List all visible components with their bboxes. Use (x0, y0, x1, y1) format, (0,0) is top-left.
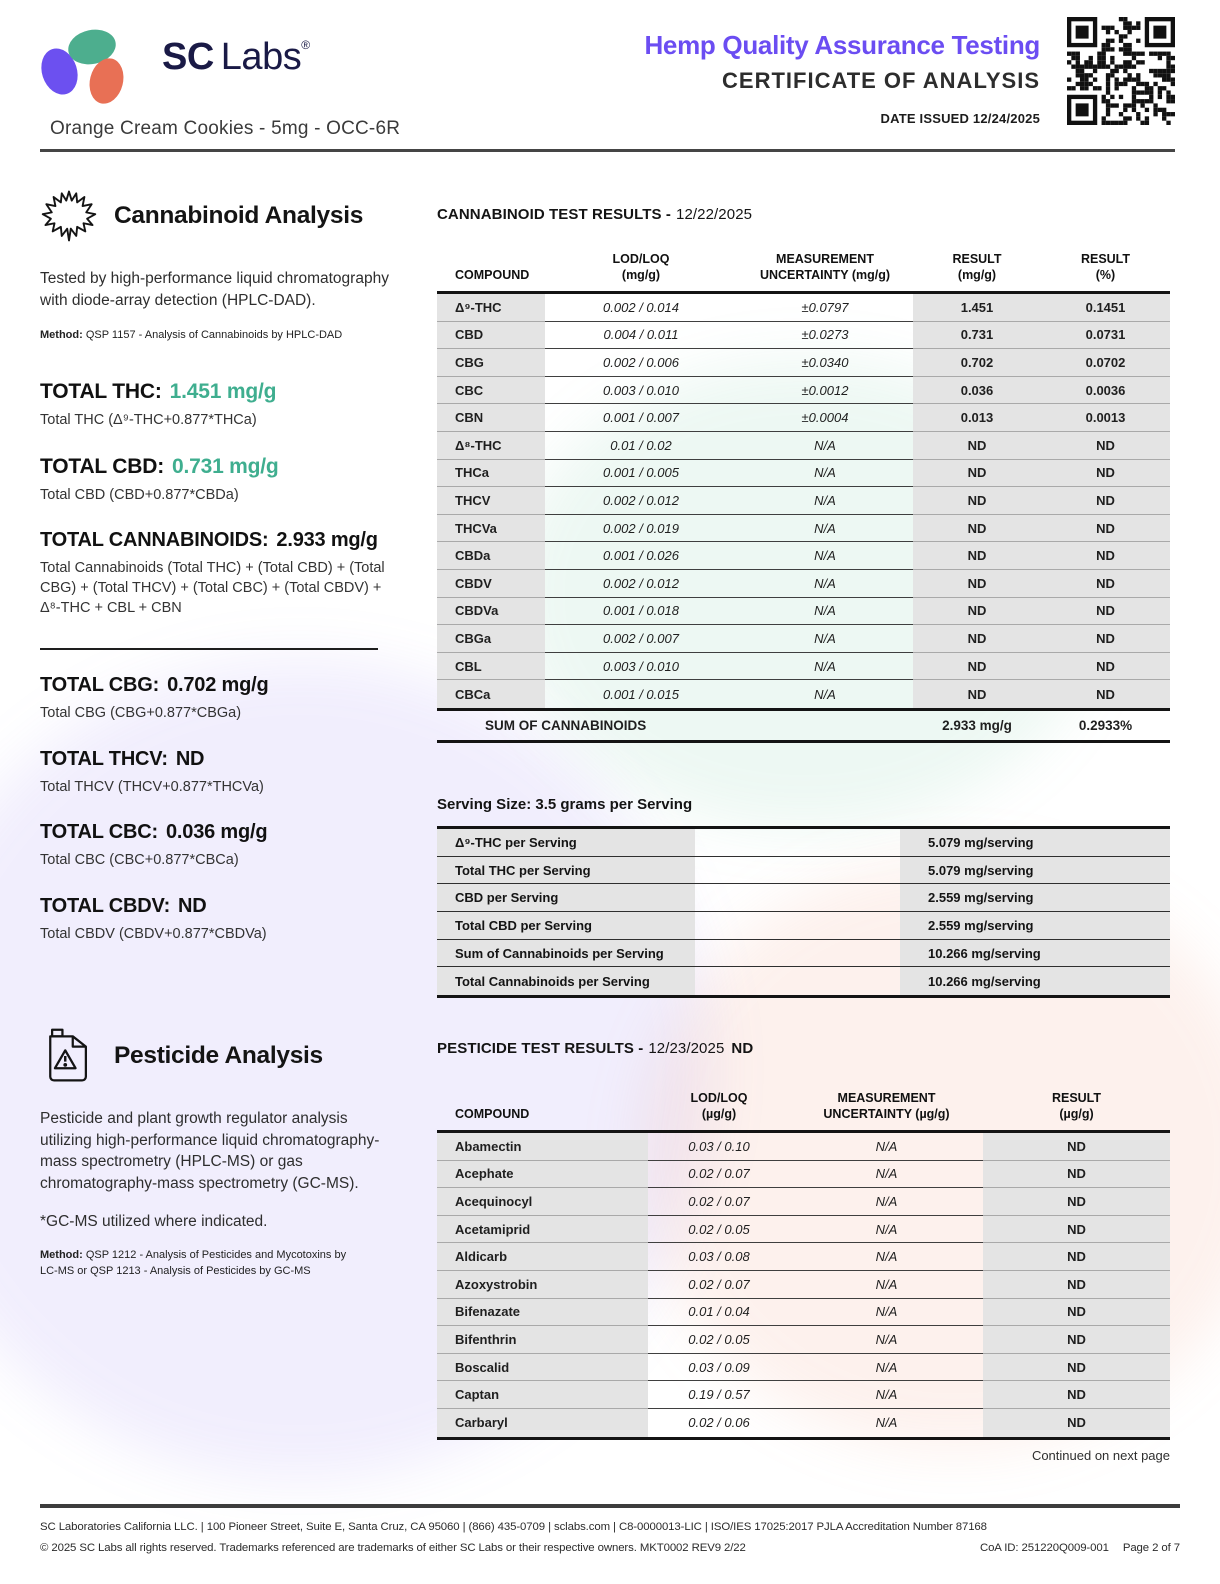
result-mg-cell: 0.013 (913, 404, 1041, 432)
cannabinoid-table-header (437, 235, 1170, 294)
uncertainty-cell: N/A (790, 1243, 983, 1271)
table-row (437, 1271, 1170, 1299)
brand-wordmark (162, 36, 310, 79)
total-cannabinoids-block (40, 529, 422, 618)
table-row (437, 1243, 1170, 1271)
result-cell: ND (983, 1354, 1170, 1382)
table-row (437, 570, 1170, 598)
result-pct-cell: 0.0036 (1041, 377, 1170, 405)
uncertainty-cell: N/A (814, 686, 836, 702)
total-thc-formula: Total THC (Δ⁹-THC+0.877*THCa) (40, 412, 257, 429)
serving-size-block (437, 796, 1170, 998)
header-compound: COMPOUND (455, 1106, 530, 1121)
pesticide-table-body (437, 1133, 1170, 1440)
lod-loq-cell: 0.001 / 0.015 (603, 686, 679, 702)
uncertainty-cell: ±0.0012 (737, 377, 913, 405)
serving-label-cell: Sum of Cannabinoids per Serving (437, 940, 695, 967)
lod-loq-cell: 0.02 / 0.07 (648, 1271, 790, 1299)
total-cbd-value: 0.731 mg/g (172, 454, 279, 478)
lod-loq-cell: 0.002 / 0.012 (545, 487, 737, 515)
table-row (437, 294, 1170, 322)
brand-sc: SC (162, 36, 214, 78)
uncertainty-cell: N/A (790, 1216, 983, 1244)
table-row (437, 598, 1170, 626)
serving-value-cell: 2.559 mg/serving (900, 912, 1170, 939)
serving-gap-cell (695, 857, 900, 884)
result-mg-cell: 0.731 (913, 322, 1041, 350)
uncertainty-cell: N/A (737, 653, 913, 681)
total-thc-label: TOTAL THC: (40, 380, 162, 404)
table-row (437, 884, 1170, 912)
sum-of-cannabinoids-row (437, 711, 1170, 743)
table-row (437, 653, 1170, 681)
table-row (437, 542, 1170, 570)
lod-loq-cell: 0.03 / 0.08 (648, 1243, 790, 1271)
result-pct-cell: ND (1041, 460, 1170, 488)
sclabs-logo (40, 26, 152, 104)
result-mg-cell: ND (913, 680, 1041, 708)
method-text: QSP 1212 - Analysis of Pesticides and Mycotoxins by LC-MS or QSP 1213 - Analysis of Pesticides by GC-MS (40, 1248, 347, 1277)
result-pct-cell: ND (1041, 542, 1170, 570)
method-label: Method: (40, 329, 83, 342)
header-divider (40, 149, 1175, 152)
compound-cell: CBDVa (437, 598, 545, 626)
serving-gap-cell (695, 967, 900, 995)
pesticide-table-header (437, 1069, 1170, 1133)
result-mg-cell: ND (913, 487, 1041, 515)
total-cannabinoids-formula: Total Cannabinoids (Total THC) + (Total CBD) + (Total CBG) + (Total THCV) + (Total CBC) + (Total CBDV) + Δ⁸-THC + CBL + CBN (40, 560, 385, 616)
serving-size-title: Serving Size: 3.5 grams per Serving (437, 796, 693, 813)
result-mg-cell: ND (913, 570, 1041, 598)
uncertainty-cell: ±0.0340 (737, 349, 913, 377)
qr-code-svg (1067, 17, 1175, 125)
total-cbd-block (40, 455, 422, 506)
result-pct-cell: 0.0013 (1041, 404, 1170, 432)
product-name: Orange Cream Cookies - 5mg - OCC-6R (50, 118, 401, 139)
total-thcv-formula: Total THCV (THCV+0.877*THCVa) (40, 778, 264, 795)
uncertainty-cell: N/A (790, 1354, 983, 1382)
table-row (437, 515, 1170, 543)
header-uncertainty: MEASUREMENT UNCERTAINTY (mg/g) (759, 251, 891, 282)
document-title: Hemp Quality Assurance Testing (644, 30, 1040, 60)
compound-cell: CBDa (437, 542, 545, 570)
result-pct-cell: 0.0702 (1041, 349, 1170, 377)
footer-divider (40, 1504, 1180, 1508)
lod-loq-cell: 0.003 / 0.010 (545, 377, 737, 405)
table-row (437, 1326, 1170, 1354)
sum-label: SUM OF CANNABINOIDS (485, 717, 647, 733)
total-cbc-value: 0.036 mg/g (166, 821, 268, 844)
cannabinoid-results-block (437, 206, 1170, 743)
lod-loq-cell: 0.002 / 0.012 (545, 570, 737, 598)
compound-cell: THCVa (437, 515, 545, 543)
compound-cell: Acetamiprid (437, 1216, 648, 1244)
result-pct-cell: 0.1451 (1041, 294, 1170, 322)
compound-cell: THCV (437, 487, 545, 515)
table-row (437, 1409, 1170, 1437)
compound-cell: Acephate (437, 1161, 648, 1189)
lod-loq-cell: 0.02 / 0.07 (648, 1188, 790, 1216)
total-cbdv-label: TOTAL CBDV: (40, 894, 171, 917)
result-pct-cell: ND (1041, 515, 1170, 543)
continued-note: Continued on next page (1031, 1448, 1170, 1463)
result-mg-cell: ND (913, 432, 1041, 460)
result-cell: ND (983, 1381, 1170, 1409)
result-pct-cell: ND (1041, 653, 1170, 681)
uncertainty-cell: ±0.0273 (737, 322, 913, 350)
uncertainty-cell: N/A (875, 1415, 898, 1431)
total-cbdv-value: ND (178, 894, 207, 917)
result-pct-cell: ND (1041, 487, 1170, 515)
result-cell: ND (983, 1299, 1170, 1327)
result-cell: ND (983, 1161, 1170, 1189)
result-cell: ND (983, 1133, 1170, 1161)
uncertainty-cell: N/A (737, 598, 913, 626)
serving-label-cell: Δ⁹-THC per Serving (437, 829, 695, 856)
total-thcv-block (40, 748, 422, 798)
header-result-pct: RESULT (%) (1080, 251, 1131, 282)
result-pct-cell: ND (1041, 598, 1170, 626)
uncertainty-cell: ±0.0004 (737, 404, 913, 432)
compound-cell: CBD (437, 322, 545, 350)
lod-loq-cell: 0.01 / 0.02 (545, 432, 737, 460)
result-mg-cell: ND (913, 653, 1041, 681)
serving-label-cell: Total Cannabinoids per Serving (437, 967, 695, 995)
table-row (437, 829, 1170, 857)
footer-lab-info: SC Laboratories California LLC. | 100 Pioneer Street, Suite E, Santa Cruz, CA 95060 | (866) 435-0709 | sclabs.com | C8-0000013-LIC | ISO/IES 17025:2017 PJLA Accreditation Number 87168 (40, 1520, 987, 1533)
compound-cell: CBDV (437, 570, 545, 598)
header-result-mg: RESULT (mg/g) (952, 251, 1002, 282)
total-thcv-label: TOTAL THCV: (40, 747, 168, 770)
table-row (437, 1188, 1170, 1216)
result-pct-cell: ND (1041, 432, 1170, 460)
compound-cell: CBGa (437, 625, 545, 653)
header-lod-loq: LOD/LOQ (µg/g) (690, 1090, 748, 1121)
serving-size-table (437, 826, 1170, 998)
date-issued: DATE ISSUED 12/24/2025 (880, 111, 1040, 126)
uncertainty-cell: N/A (790, 1326, 983, 1354)
cannabinoid-description: Tested by high-performance liquid chromatography with diode-array detection (HPLC-DAD). (40, 270, 389, 309)
serving-label-cell: Total THC per Serving (437, 857, 695, 884)
serving-value-cell: 10.266 mg/serving (900, 967, 1170, 995)
serving-gap-cell (695, 940, 900, 967)
lod-loq-cell: 0.004 / 0.011 (545, 322, 737, 350)
uncertainty-cell: N/A (790, 1271, 983, 1299)
pesticide-jug-icon (40, 1026, 98, 1086)
result-cell: ND (983, 1216, 1170, 1244)
footer-copyright: © 2025 SC Labs all rights reserved. Trademarks referenced are trademarks of either SC Labs or their respective owners. MKT0002 REV9 2/22 (40, 1541, 746, 1554)
result-mg-cell: ND (913, 625, 1041, 653)
pesticide-note: *GC-MS utilized where indicated. (40, 1212, 268, 1230)
table-row (437, 322, 1170, 350)
serving-value-cell: 2.559 mg/serving (900, 884, 1170, 911)
pesticide-results-block (437, 1040, 1170, 1440)
header-lod-loq: LOD/LOQ (mg/g) (612, 251, 670, 282)
lod-loq-cell: 0.001 / 0.007 (545, 404, 737, 432)
compound-cell: CBC (437, 377, 545, 405)
total-cbdv-block (40, 895, 422, 945)
footer-coa-id: CoA ID: 251220Q009-001 (979, 1541, 1109, 1554)
compound-cell: Boscalid (437, 1354, 648, 1382)
lod-loq-cell: 0.01 / 0.04 (648, 1299, 790, 1327)
header-result: RESULT (µg/g) (1051, 1090, 1102, 1121)
cannabinoid-section-title: Cannabinoid Analysis (114, 202, 364, 229)
lod-loq-cell: 0.02 / 0.05 (648, 1326, 790, 1354)
page-footer (40, 1504, 1180, 1554)
result-mg-cell: ND (913, 598, 1041, 626)
compound-cell: THCa (437, 460, 545, 488)
cannabinoid-table-body (437, 294, 1170, 711)
cannabis-leaf-icon (40, 186, 98, 246)
uncertainty-cell: N/A (790, 1381, 983, 1409)
lod-loq-cell: 0.001 / 0.005 (545, 460, 737, 488)
compound-cell: Δ⁸-THC (437, 432, 545, 460)
table-row (437, 487, 1170, 515)
lod-loq-cell: 0.002 / 0.007 (545, 625, 737, 653)
method-label: Method: (40, 1248, 83, 1261)
result-mg-cell: 1.451 (913, 294, 1041, 322)
result-mg-cell: 0.036 (913, 377, 1041, 405)
total-cbg-label: TOTAL CBG: (40, 674, 160, 697)
table-row (437, 377, 1170, 405)
result-pct-cell: ND (1041, 625, 1170, 653)
total-thc-value: 1.451 mg/g (169, 380, 277, 404)
total-thcv-value: ND (175, 747, 205, 770)
serving-gap-cell (695, 884, 900, 911)
uncertainty-cell: N/A (737, 625, 913, 653)
compound-cell: Bifenazate (437, 1299, 648, 1327)
qr-code (1064, 14, 1178, 128)
serving-value-cell: 10.266 mg/serving (900, 940, 1170, 967)
lod-loq-cell: 0.02 / 0.06 (688, 1415, 750, 1431)
lod-loq-cell: 0.03 / 0.09 (648, 1354, 790, 1382)
total-cbdv-formula: Total CBDV (CBDV+0.877*CBDVa) (40, 925, 267, 942)
document-subtitle: CERTIFICATE OF ANALYSIS (722, 68, 1040, 93)
sum-mg-value: 2.933 mg/g (942, 717, 1012, 733)
compound-cell: CBN (437, 404, 545, 432)
table-row (437, 1216, 1170, 1244)
table-row (437, 857, 1170, 885)
footer-legal-row (40, 1542, 1180, 1554)
pesticide-description: Pesticide and plant growth regulator analysis utilizing high-performance liquid chromatography-mass spectrometry (HPLC-MS) or gas chromatography-mass spectrometry (GC-MS). (40, 1110, 380, 1193)
table-row (437, 1354, 1170, 1382)
header-uncertainty: MEASUREMENT UNCERTAINTY (µg/g) (823, 1090, 950, 1121)
uncertainty-cell: N/A (790, 1133, 983, 1161)
lod-loq-cell: 0.02 / 0.07 (648, 1161, 790, 1189)
compound-cell: CBCa (437, 680, 545, 708)
total-cbc-formula: Total CBC (CBC+0.877*CBCa) (40, 852, 239, 869)
table-row (437, 1381, 1170, 1409)
cannabinoid-section (40, 186, 422, 944)
result-pct-cell: ND (1041, 570, 1170, 598)
compound-cell: Azoxystrobin (437, 1271, 648, 1299)
uncertainty-cell: N/A (790, 1188, 983, 1216)
result-cell: ND (983, 1188, 1170, 1216)
uncertainty-cell: N/A (790, 1161, 983, 1189)
lod-loq-cell: 0.03 / 0.10 (648, 1133, 790, 1161)
lod-loq-cell: 0.001 / 0.026 (545, 542, 737, 570)
sum-pct-value: 0.2933% (1078, 717, 1133, 733)
serving-value-cell: 5.079 mg/serving (900, 857, 1170, 884)
compound-cell: Δ⁹-THC (437, 294, 545, 322)
total-thc-block (40, 380, 422, 431)
table-row (437, 460, 1170, 488)
total-cannabinoids-value: 2.933 mg/g (276, 529, 378, 552)
lod-loq-cell: 0.19 / 0.57 (648, 1381, 790, 1409)
uncertainty-cell: N/A (790, 1299, 983, 1327)
brand-labs: Labs (220, 36, 302, 78)
table-row (437, 680, 1170, 708)
lod-loq-cell: 0.02 / 0.05 (648, 1216, 790, 1244)
lod-loq-cell: 0.003 / 0.010 (545, 653, 737, 681)
table-row (437, 967, 1170, 995)
table-row (437, 1133, 1170, 1161)
method-text: QSP 1157 - Analysis of Cannabinoids by HPLC-DAD (85, 329, 343, 342)
serving-label-cell: Total CBD per Serving (437, 912, 695, 939)
result-pct-cell: 0.0731 (1041, 322, 1170, 350)
total-cbg-value: 0.702 mg/g (167, 674, 269, 697)
uncertainty-cell: N/A (737, 460, 913, 488)
compound-cell: CBG (437, 349, 545, 377)
cannabinoid-table-title: CANNABINOID TEST RESULTS - 12/22/2025 (437, 206, 753, 223)
uncertainty-cell: N/A (737, 515, 913, 543)
table-row (437, 349, 1170, 377)
table-row (437, 404, 1170, 432)
lod-loq-cell: 0.002 / 0.006 (545, 349, 737, 377)
lod-loq-cell: 0.001 / 0.018 (545, 598, 737, 626)
compound-cell: Acequinocyl (437, 1188, 648, 1216)
table-row (437, 1299, 1170, 1327)
uncertainty-cell: N/A (737, 570, 913, 598)
serving-value-cell: 5.079 mg/serving (900, 829, 1170, 856)
lod-loq-cell: 0.002 / 0.019 (545, 515, 737, 543)
result-pct-cell: ND (1041, 680, 1170, 708)
pesticide-method (40, 1248, 360, 1280)
totals-divider (40, 648, 378, 650)
serving-gap-cell (695, 829, 900, 856)
table-row (437, 940, 1170, 968)
table-row (437, 912, 1170, 940)
cannabinoid-method (40, 328, 360, 344)
serving-label-cell: CBD per Serving (437, 884, 695, 911)
compound-cell: CBL (437, 653, 545, 681)
table-row (437, 625, 1170, 653)
table-row (437, 432, 1170, 460)
result-cell: ND (983, 1409, 1170, 1437)
result-cell: ND (983, 1326, 1170, 1354)
pesticide-section-title: Pesticide Analysis (114, 1042, 323, 1069)
total-cannabinoids-label: TOTAL CANNABINOIDS: (40, 529, 269, 552)
uncertainty-cell: N/A (737, 487, 913, 515)
compound-cell: Abamectin (437, 1133, 648, 1161)
result-mg-cell: 0.702 (913, 349, 1041, 377)
lod-loq-cell: 0.002 / 0.014 (545, 294, 737, 322)
result-mg-cell: ND (913, 460, 1041, 488)
result-cell: ND (983, 1243, 1170, 1271)
total-cbc-block (40, 821, 422, 871)
header-compound: COMPOUND (455, 267, 530, 282)
total-cbc-label: TOTAL CBC: (40, 821, 158, 844)
total-cbg-block (40, 674, 422, 724)
uncertainty-cell: N/A (737, 432, 913, 460)
uncertainty-cell: N/A (737, 542, 913, 570)
pesticide-table-title: PESTICIDE TEST RESULTS - 12/23/2025 ND (437, 1040, 754, 1057)
registered-mark: ® (301, 38, 310, 52)
result-mg-cell: ND (913, 515, 1041, 543)
uncertainty-cell: ±0.0797 (737, 294, 913, 322)
compound-cell: Bifenthrin (437, 1326, 648, 1354)
result-mg-cell: ND (913, 542, 1041, 570)
compound-cell: Carbaryl (437, 1409, 648, 1437)
total-cbd-formula: Total CBD (CBD+0.877*CBDa) (40, 486, 239, 503)
table-row (437, 1161, 1170, 1189)
compound-cell: Aldicarb (437, 1243, 648, 1271)
compound-cell: Captan (437, 1381, 648, 1409)
serving-gap-cell (695, 912, 900, 939)
pesticide-section (40, 1026, 422, 1280)
total-cbg-formula: Total CBG (CBG+0.877*CBGa) (40, 705, 242, 722)
total-cbd-label: TOTAL CBD: (40, 454, 164, 478)
footer-page-number: Page 2 of 7 (1122, 1541, 1180, 1554)
result-cell: ND (983, 1271, 1170, 1299)
